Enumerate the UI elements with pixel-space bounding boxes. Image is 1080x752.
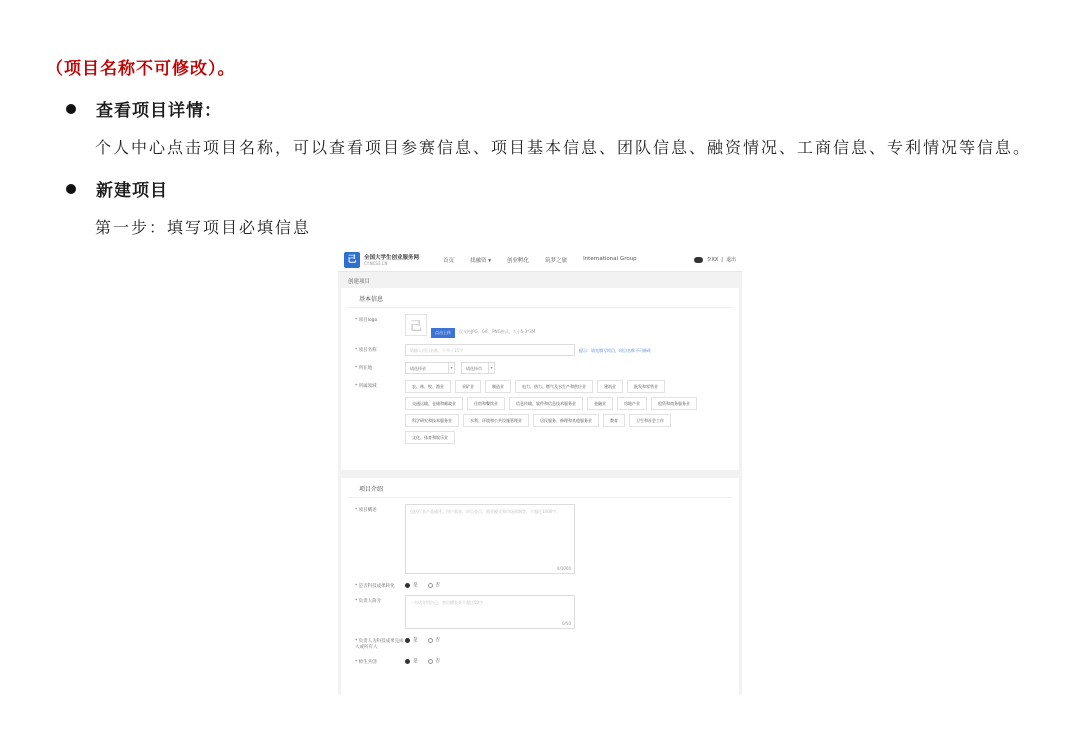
section-title: 新建项目	[96, 181, 168, 201]
field-tag[interactable]: 教育	[603, 414, 625, 427]
name-hint-link[interactable]: 提示：请先填写项目，项目名称不可修改	[579, 348, 651, 353]
tech-no-radio[interactable]	[428, 580, 441, 588]
intro-row	[341, 504, 739, 574]
avatar-icon	[694, 257, 703, 263]
field-tag[interactable]: 电力、热力、燃气及水生产和供应业	[515, 380, 593, 393]
field-tag[interactable]: 水利、环境和公共设施管理业	[463, 414, 529, 427]
nav-item-international[interactable]: International Group	[583, 255, 637, 262]
upload-button[interactable]: 点击上传	[431, 328, 455, 338]
no-label: 否	[435, 638, 440, 643]
leader-textarea[interactable]	[405, 595, 575, 629]
nav-item-home[interactable]: 首页	[443, 257, 455, 264]
province-select[interactable]	[405, 362, 455, 374]
leader-same-no-radio[interactable]	[428, 635, 441, 643]
radio-unchecked-icon	[428, 583, 433, 588]
leader-same-label: * 负责人为科技成果完成人或所有人	[355, 639, 404, 650]
name-label: * 项目名称	[355, 348, 377, 353]
field-tag[interactable]: 批发和零售业	[627, 380, 665, 393]
radio-unchecked-icon	[428, 638, 433, 643]
field-tag[interactable]: 住宿和餐饮业	[467, 397, 505, 410]
leader-same-yes-radio[interactable]	[405, 635, 418, 643]
name-row	[341, 344, 739, 356]
tutor-label: * 师生共创	[355, 660, 377, 665]
section-title: 查看项目详情：	[96, 101, 222, 121]
user-name[interactable]: 李XX	[706, 257, 719, 263]
logo-icon: 己	[344, 252, 360, 268]
logout-link[interactable]: 退出	[725, 257, 736, 263]
field-tag[interactable]: 制造业	[485, 380, 511, 393]
brand	[364, 253, 419, 266]
user-area: 李XX | 退出	[694, 256, 736, 263]
field-tag[interactable]: 金融业	[587, 397, 613, 410]
nav-item-incubation[interactable]: 创业孵化	[507, 257, 530, 264]
chevron-down-icon: ▾	[448, 363, 454, 373]
region-row	[341, 362, 739, 374]
logo-placeholder-icon: 己	[405, 314, 427, 336]
yes-label: 是	[413, 583, 418, 588]
field-tag[interactable]: 交通运输、仓储和邮政业	[405, 397, 463, 410]
region-label: * 所在地	[355, 366, 373, 371]
leader-placeholder: 一句话介绍自己，突出擅长并不超过50字	[410, 600, 484, 605]
intro-placeholder: 包括行业产品描述、用户需求、项目亮点，商业模式和市场预期等，不超过1000字。	[410, 509, 561, 514]
logo-row	[341, 314, 739, 338]
field-tag[interactable]: 农、林、牧、渔业	[405, 380, 451, 393]
logo-label: * 项目logo	[355, 318, 378, 323]
project-name-input[interactable]: 请输入项目名称，不多于15字	[405, 344, 575, 356]
radio-checked-icon	[405, 638, 410, 643]
basic-info-title: 基本信息	[359, 296, 384, 303]
bullet-dot-icon	[66, 104, 76, 114]
field-tag[interactable]: 文化、体育和娱乐业	[405, 431, 455, 444]
field-tag[interactable]: 房地产业	[617, 397, 647, 410]
note-red: （项目名称不可修改）。	[46, 59, 236, 79]
yes-label: 是	[413, 659, 418, 664]
brand-sub: CY.NCSS.CN	[364, 261, 388, 266]
nav-menu	[443, 256, 653, 264]
divider	[347, 497, 733, 498]
breadcrumb: 创建项目	[338, 272, 742, 288]
basic-info-card	[341, 288, 739, 470]
field-tag[interactable]: 采矿业	[455, 380, 481, 393]
tech-yes-radio[interactable]	[405, 580, 418, 588]
tutor-no-radio[interactable]	[428, 656, 441, 664]
tech-label: * 是否科技成果转化	[355, 584, 395, 589]
field-label: * 所属领域	[355, 384, 377, 389]
city-select[interactable]	[461, 362, 495, 374]
tech-row	[341, 580, 739, 589]
leader-label: * 负责人简介	[355, 599, 382, 604]
radio-unchecked-icon	[428, 659, 433, 664]
field-row	[341, 380, 739, 448]
field-tag[interactable]: 建筑业	[597, 380, 623, 393]
field-tag[interactable]: 居民服务、修理和其他服务业	[533, 414, 599, 427]
no-label: 否	[435, 583, 440, 588]
paragraph: 个人中心点击项目名称，可以查看项目参赛信息、项目基本信息、团队信息、融资情况、工商信息、专利情况等信息。	[95, 138, 1032, 157]
yes-label: 是	[413, 638, 418, 643]
leader-same-row	[341, 635, 739, 650]
chevron-down-icon: ▾	[488, 363, 494, 373]
field-tag[interactable]: 科学研究和技术服务业	[405, 414, 459, 427]
field-tag[interactable]: 租赁和商务服务业	[651, 397, 697, 410]
tutor-row	[341, 656, 739, 665]
intro-title: 项目介绍	[359, 486, 384, 493]
radio-checked-icon	[405, 659, 410, 664]
field-tag[interactable]: 卫生和社会工作	[629, 414, 671, 427]
upload-hint: 仅支持JPG、GIF、PNG格式，大小5-3*3M	[459, 329, 536, 334]
step-text: 第一步：填写项目必填信息	[95, 218, 312, 237]
intro-count: 0/1000	[556, 566, 571, 571]
intro-card	[341, 478, 739, 695]
top-nav	[338, 248, 742, 272]
divider	[347, 307, 733, 308]
no-label: 否	[435, 659, 440, 664]
embedded-screenshot	[338, 248, 742, 695]
bullet-new-project	[66, 176, 168, 201]
bullet-view-details	[66, 96, 222, 121]
field-tags	[405, 380, 715, 448]
radio-checked-icon	[405, 583, 410, 588]
field-tag[interactable]: 信息传输、软件和信息技术服务业	[509, 397, 583, 410]
nav-item-dream[interactable]: 筑梦之旅	[545, 257, 568, 264]
bullet-dot-icon	[66, 184, 76, 194]
leader-count: 0/50	[562, 621, 571, 626]
intro-label: * 项目概述	[355, 508, 377, 513]
nav-item-funding[interactable]: 找融资 ▾	[470, 257, 492, 264]
province-value: 请选择省	[410, 366, 426, 371]
intro-textarea[interactable]	[405, 504, 575, 574]
city-value: 请选择市	[466, 366, 482, 371]
brand-name: 全国大学生创业服务网	[364, 255, 420, 261]
tutor-yes-radio[interactable]	[405, 656, 418, 664]
leader-row	[341, 595, 739, 629]
